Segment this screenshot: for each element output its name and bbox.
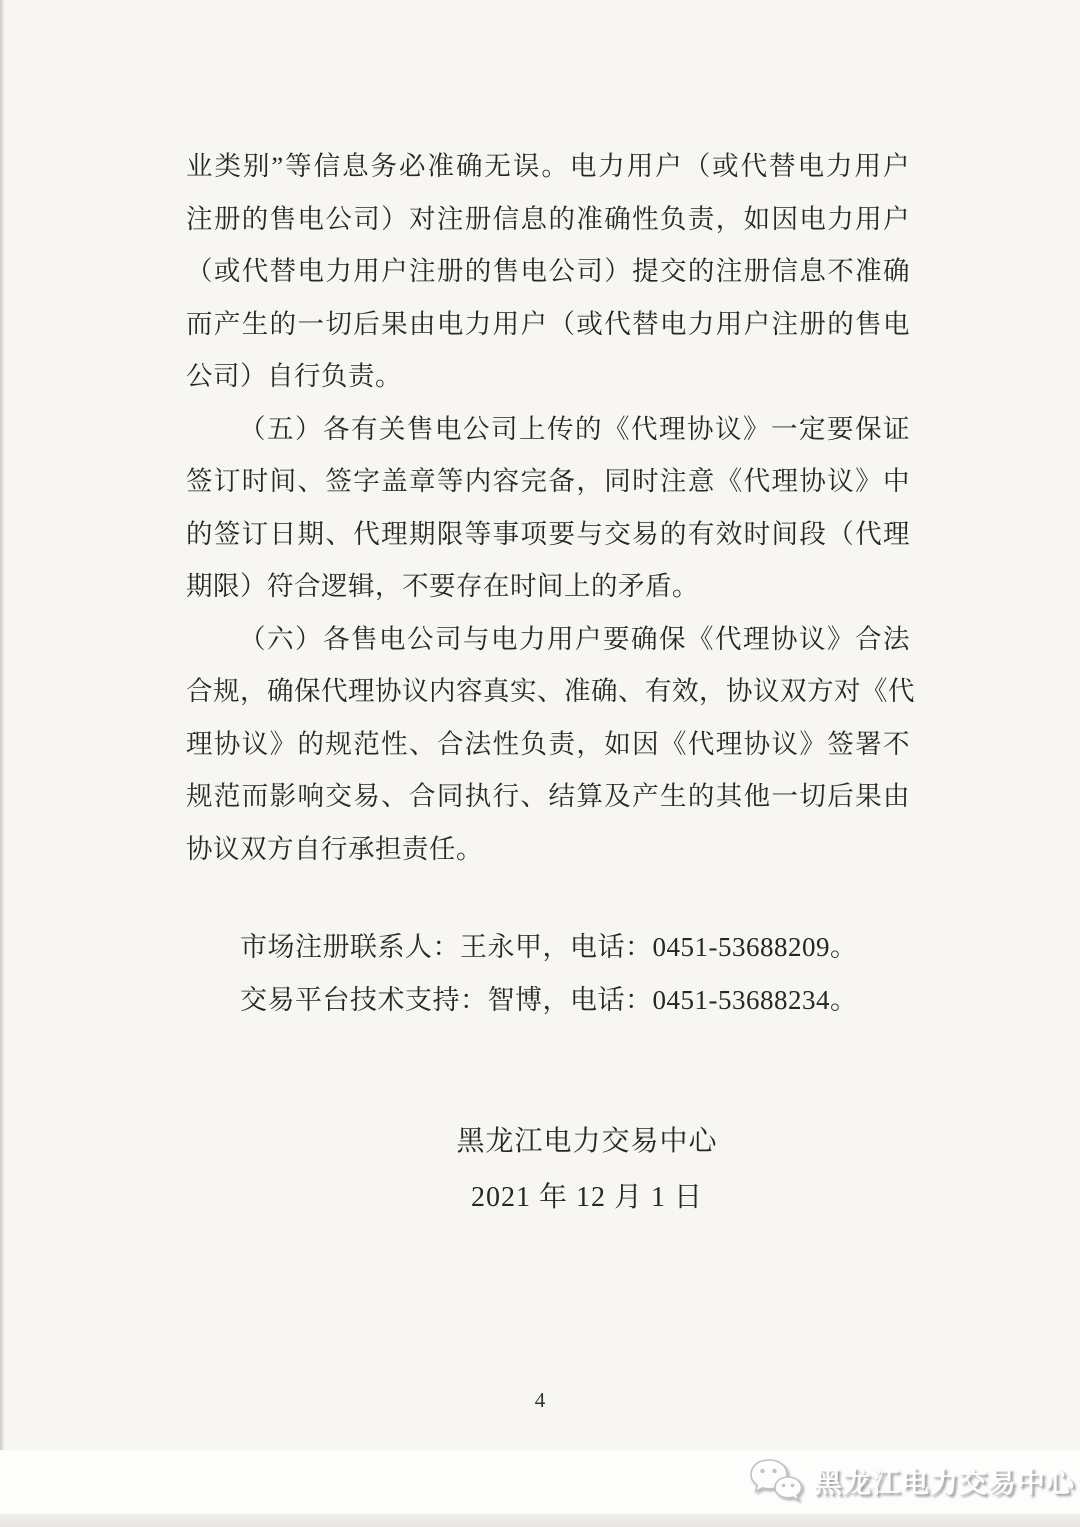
body-line: 的签订日期、代理期限等事项要与交易的有效时间段（代理 <box>186 518 910 549</box>
body-line: 期限）符合逻辑，不要存在时间上的矛盾。 <box>186 571 699 601</box>
page-number: 4 <box>534 1388 546 1412</box>
body-line: 合规，确保代理协议内容真实、准确、有效，协议双方对《代 <box>186 676 915 706</box>
body-line: 注册的售电公司）对注册信息的准确性负责，如因电力用户 <box>186 203 910 234</box>
contact-block <box>186 921 910 1027</box>
body-line: 业类别”等信息务必准确无误。电力用户（或代替电力用户 <box>186 151 910 181</box>
contact-line-registration: 市场注册联系人：王永甲，电话：0451-53688209。 <box>240 932 858 962</box>
body-line: 而产生的一切后果由电力用户（或代替电力用户注册的售电 <box>186 308 910 339</box>
body-line: （五）各有关售电公司上传的《代理协议》一定要保证 <box>239 413 910 444</box>
signature-date: 2021 年 12 月 1 日 <box>470 1182 703 1213</box>
scan-left-edge <box>0 0 4 1527</box>
document-body <box>186 140 915 875</box>
body-line: （六）各售电公司与电力用户要确保《代理协议》合法 <box>239 623 910 654</box>
body-line: （或代替电力用户注册的售电公司）提交的注册信息不准确 <box>186 256 910 286</box>
signature-org: 黑龙江电力交易中心 <box>456 1126 718 1157</box>
body-line: 签订时间、签字盖章等内容完备，同时注意《代理协议》中 <box>186 466 910 496</box>
body-line: 规范而影响交易、合同执行、结算及产生的其他一切后果由 <box>186 781 910 811</box>
wechat-icon <box>748 1456 804 1506</box>
body-line: 公司）自行负责。 <box>186 361 402 391</box>
watermark-text: 黑龙江电力交易中心 <box>814 1467 1076 1498</box>
body-line: 理协议》的规范性、合法性负责，如因《代理协议》签署不 <box>186 728 910 759</box>
body-line: 协议双方自行承担责任。 <box>186 833 483 864</box>
wechat-watermark <box>748 1456 1075 1506</box>
contact-line-tech-support: 交易平台技术支持：智博，电话：0451-53688234。 <box>240 985 858 1015</box>
signature-block <box>224 1114 950 1226</box>
scan-bottom-edge <box>0 1514 1080 1527</box>
